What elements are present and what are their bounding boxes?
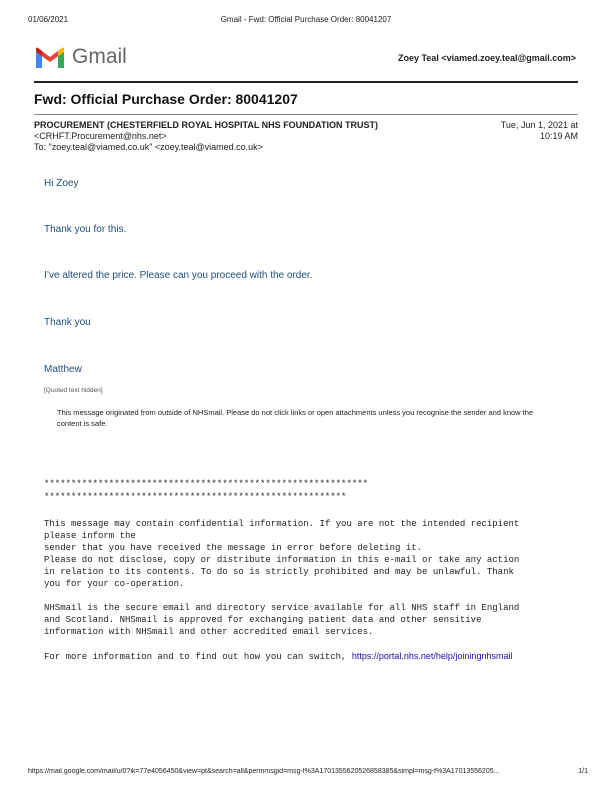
body-line-2: I’ve altered the price. Please can you proceed with the order. [44,270,313,281]
gmail-wordmark: Gmail [72,45,127,68]
separator-stars-2: ******************************************************** [44,492,347,502]
message-subject: Fwd: Official Purchase Order: 80041207 [34,91,298,107]
body-line-1: Thank you for this. [44,224,127,235]
external-sender-notice: This message originated from outside of NHSmail. Please do not click links or open attachments unless you recognise the sender and know the content is safe. [57,408,534,428]
disclaimer-line: Please do not disclose, copy or distribute information in this e-mail or take any action [44,555,520,565]
more-info-text: For more information and to find out how you can switch, [44,652,352,662]
gmail-logo [34,44,194,72]
body-line-3: Thank you [44,317,91,328]
nhsmail-info-line: NHSmail is the secure email and directory service available for all NHS staff in England [44,603,520,613]
separator-stars-1: ************************************************************ [44,479,369,489]
header-divider [34,81,578,83]
more-info-line [44,650,512,663]
account-identity: Zoey Teal <viamed.zoey.teal@gmail.com> [397,53,576,63]
print-page-number: 1/1 [578,768,588,775]
quoted-text-hidden[interactable]: [Quoted text hidden] [44,387,103,394]
gmail-m-icon [34,46,66,70]
recipient-line: To: "zoey.teal@viamed.co.uk" <zoey.teal@viamed.co.uk> [34,142,263,152]
message-date-time: 10:19 AM [539,131,578,141]
subject-divider [34,114,578,115]
disclaimer-line: please inform the [44,531,136,541]
joining-nhsmail-link[interactable]: https://portal.nhs.net/help/joiningnhsmail [351,651,513,661]
message-date [501,120,578,142]
print-title: Gmail - Fwd: Official Purchase Order: 80041207 [220,15,392,24]
nhsmail-info-line: and Scotland. NHSmail is approved for exchanging patient data and other sensitive [44,615,482,625]
body-greeting: Hi Zoey [44,178,79,189]
nhsmail-info-line: information with NHSmail and other accredited email services. [44,627,374,637]
sender-name: PROCUREMENT (CHESTERFIELD ROYAL HOSPITAL NHS FOUNDATION TRUST) [34,120,379,130]
print-footer-url: https://mail.google.com/mail/u/0?ik=77e4056450&view=pt&search=all&permmsgid=msg-f%3A1701355620526858385&simpl=msg-f%3A17013556205... [28,768,500,775]
disclaimer-line: you for your co-operation. [44,579,185,589]
sender-email: <CRHFT.Procurement@nhs.net> [34,131,167,141]
print-date: 01/06/2021 [28,15,69,24]
disclaimer-line: This message may contain confidential information. If you are not the intended recipient [44,519,520,529]
disclaimer-line: in relation to its contents. To do so is strictly prohibited and may be unlawful. Thank [44,567,514,577]
disclaimer-line: sender that you have received the message in error before deleting it. [44,543,423,553]
body-signature: Matthew [44,364,82,375]
message-date-day: Tue, Jun 1, 2021 at [500,120,578,130]
